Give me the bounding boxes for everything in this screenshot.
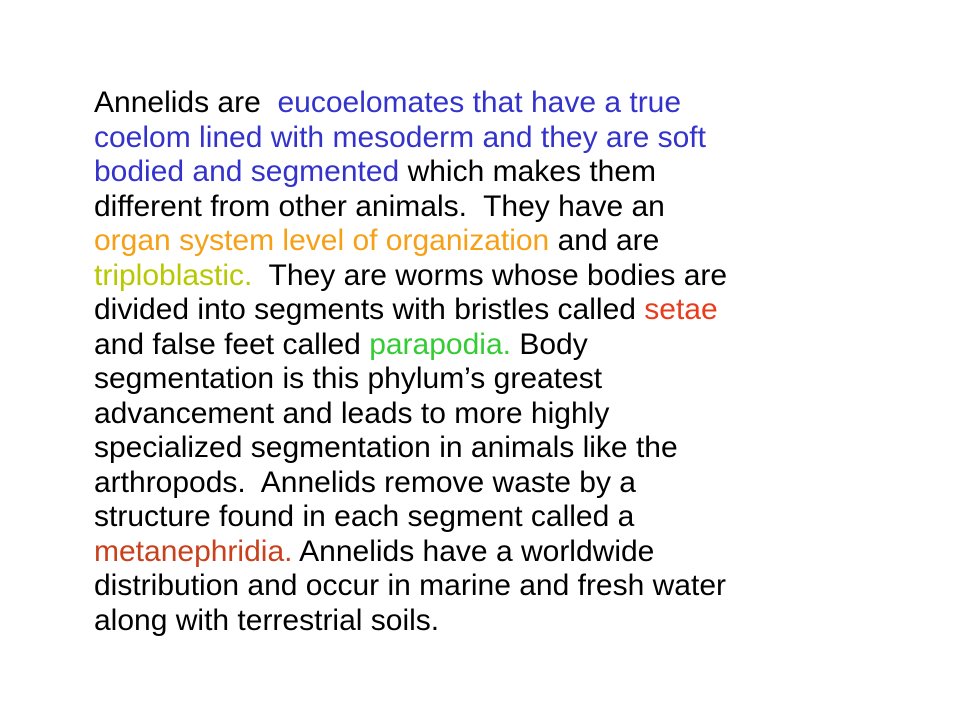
text-line — [94, 155, 894, 190]
text-segment: arthropods. Annelids remove waste by a — [94, 465, 636, 499]
text-line — [94, 431, 894, 466]
text-segment: and false feet called — [94, 327, 370, 361]
body-paragraph — [94, 86, 894, 638]
text-line — [94, 293, 894, 328]
text-line — [94, 121, 894, 156]
text-line — [94, 466, 894, 501]
text-line — [94, 328, 894, 363]
highlighted-term: triploblastic. — [94, 258, 253, 292]
text-line — [94, 569, 894, 604]
text-segment: different from other animals. They have an — [94, 189, 665, 223]
text-segment: which makes them — [399, 155, 657, 188]
text-line — [94, 190, 894, 225]
text-line — [94, 535, 894, 570]
text-segment: specialized segmentation in animals like the — [94, 431, 678, 464]
highlighted-term: setae — [644, 293, 718, 326]
text-line — [94, 500, 894, 535]
text-segment: along with terrestrial soils. — [94, 603, 440, 637]
highlighted-term: coelom lined with mesoderm and they are soft — [94, 120, 706, 154]
text-line — [94, 259, 894, 294]
highlighted-term: parapodia. — [369, 327, 511, 361]
text-segment: Annelids have a worldwide — [292, 534, 655, 568]
text-segment: distribution and occur in marine and fresh water — [94, 569, 726, 602]
text-line — [94, 86, 894, 121]
text-segment: Annelids are — [94, 86, 278, 119]
text-line — [94, 224, 894, 259]
text-segment: Body — [510, 327, 588, 361]
highlighted-term: eucoelomates that have a true — [277, 86, 682, 119]
highlighted-term: metanephridia. — [94, 534, 293, 568]
text-line — [94, 604, 894, 639]
text-segment: advancement and leads to more highly — [94, 396, 610, 430]
highlighted-term: organ system level of organization — [94, 224, 550, 257]
text-segment: and are — [549, 224, 660, 257]
text-line — [94, 362, 894, 397]
text-segment: structure found in each segment called a — [94, 500, 635, 533]
text-line — [94, 397, 894, 432]
text-segment: divided into segments with bristles called — [94, 293, 645, 326]
highlighted-term: bodied and segmented — [94, 155, 400, 188]
text-segment: They are worms whose bodies are — [252, 258, 728, 292]
text-segment: segmentation is this phylum’s greatest — [94, 362, 603, 395]
